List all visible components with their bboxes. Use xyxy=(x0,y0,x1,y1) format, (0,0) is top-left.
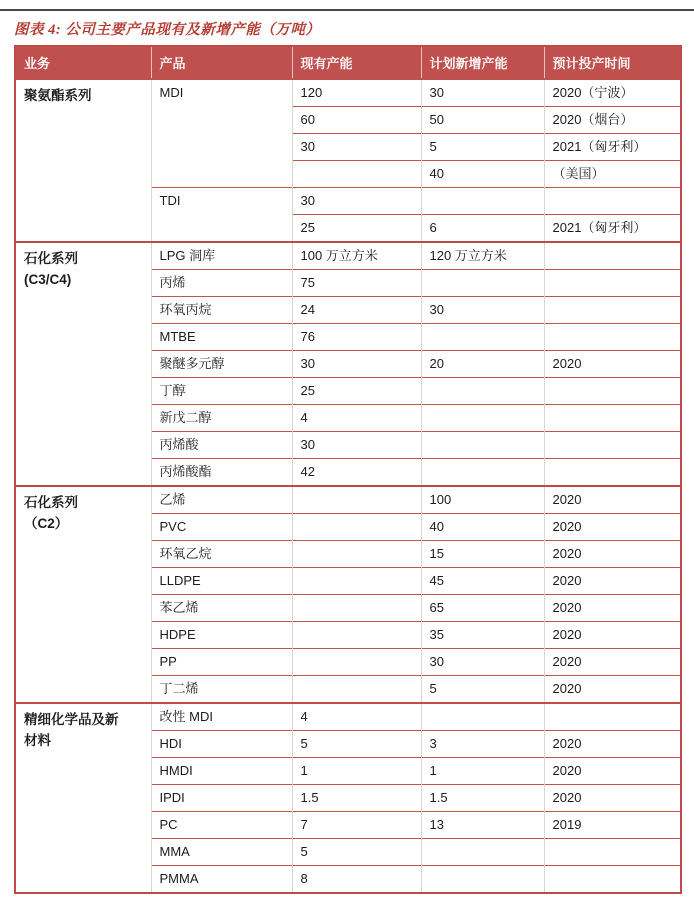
new-capacity-cell: 20 xyxy=(421,351,544,378)
product-cell: 环氧丙烷 xyxy=(151,297,292,324)
launch-time-cell xyxy=(544,703,681,731)
table-header xyxy=(15,46,681,79)
launch-time-cell: 2020 xyxy=(544,758,681,785)
existing-capacity-cell: 8 xyxy=(292,866,421,894)
product-cell: HDPE xyxy=(151,622,292,649)
product-cell: 丁二烯 xyxy=(151,676,292,704)
launch-time-cell: 2021（匈牙利） xyxy=(544,134,681,161)
product-cell: 聚醚多元醇 xyxy=(151,351,292,378)
existing-capacity-cell: 5 xyxy=(292,731,421,758)
new-capacity-cell xyxy=(421,459,544,487)
new-capacity-cell: 50 xyxy=(421,107,544,134)
product-cell: 新戊二醇 xyxy=(151,405,292,432)
table-row xyxy=(15,486,681,514)
product-cell: HMDI xyxy=(151,758,292,785)
existing-capacity-cell xyxy=(292,568,421,595)
new-capacity-cell: 40 xyxy=(421,514,544,541)
existing-capacity-cell: 30 xyxy=(292,351,421,378)
product-cell: PC xyxy=(151,812,292,839)
header-new-capacity: 计划新增产能 xyxy=(421,46,544,79)
business-line: （C2） xyxy=(24,516,69,531)
existing-capacity-cell xyxy=(292,649,421,676)
launch-time-cell: 2020（宁波） xyxy=(544,79,681,107)
table-row xyxy=(15,79,681,107)
existing-capacity-cell: 25 xyxy=(292,378,421,405)
new-capacity-cell xyxy=(421,270,544,297)
new-capacity-cell: 30 xyxy=(421,297,544,324)
launch-time-cell: 2020 xyxy=(544,595,681,622)
product-cell: 丙烯酸酯 xyxy=(151,459,292,487)
product-cell: 苯乙烯 xyxy=(151,595,292,622)
new-capacity-cell: 40 xyxy=(421,161,544,188)
new-capacity-cell: 120 万立方米 xyxy=(421,242,544,270)
table-row xyxy=(15,242,681,270)
capacity-table xyxy=(14,45,682,894)
new-capacity-cell xyxy=(421,703,544,731)
launch-time-cell xyxy=(544,188,681,215)
header-business: 业务 xyxy=(15,46,151,79)
launch-time-cell: 2020 xyxy=(544,731,681,758)
business-line: 精细化学品及新 xyxy=(24,712,119,727)
business-cell xyxy=(15,703,151,893)
new-capacity-cell xyxy=(421,378,544,405)
launch-time-cell xyxy=(544,866,681,894)
launch-time-cell xyxy=(544,432,681,459)
product-cell: HDI xyxy=(151,731,292,758)
new-capacity-cell: 30 xyxy=(421,649,544,676)
business-line: 石化系列 xyxy=(24,251,78,266)
new-capacity-cell: 15 xyxy=(421,541,544,568)
launch-time-cell xyxy=(544,459,681,487)
header-product: 产品 xyxy=(151,46,292,79)
business-cell xyxy=(15,79,151,242)
existing-capacity-cell: 30 xyxy=(292,432,421,459)
launch-time-cell xyxy=(544,378,681,405)
existing-capacity-cell xyxy=(292,622,421,649)
launch-time-cell: 2020（烟台） xyxy=(544,107,681,134)
existing-capacity-cell xyxy=(292,486,421,514)
launch-time-cell: （美国） xyxy=(544,161,681,188)
top-divider-rule xyxy=(0,9,694,11)
business-line: (C3/C4) xyxy=(24,272,72,287)
business-cell xyxy=(15,486,151,703)
new-capacity-cell: 45 xyxy=(421,568,544,595)
new-capacity-cell: 6 xyxy=(421,215,544,243)
new-capacity-cell: 13 xyxy=(421,812,544,839)
new-capacity-cell: 5 xyxy=(421,676,544,704)
launch-time-cell: 2020 xyxy=(544,676,681,704)
existing-capacity-cell: 25 xyxy=(292,215,421,243)
product-cell: MMA xyxy=(151,839,292,866)
product-cell: 改性 MDI xyxy=(151,703,292,731)
new-capacity-cell xyxy=(421,324,544,351)
existing-capacity-cell: 4 xyxy=(292,405,421,432)
new-capacity-cell xyxy=(421,839,544,866)
new-capacity-cell: 1 xyxy=(421,758,544,785)
business-line: 材料 xyxy=(24,733,51,748)
existing-capacity-cell: 7 xyxy=(292,812,421,839)
product-cell: 环氧乙烷 xyxy=(151,541,292,568)
product-cell: PP xyxy=(151,649,292,676)
product-cell: PMMA xyxy=(151,866,292,894)
launch-time-cell xyxy=(544,405,681,432)
launch-time-cell: 2020 xyxy=(544,568,681,595)
new-capacity-cell: 100 xyxy=(421,486,544,514)
product-cell: PVC xyxy=(151,514,292,541)
launch-time-cell: 2020 xyxy=(544,649,681,676)
header-launch-time: 预计投产时间 xyxy=(544,46,681,79)
launch-time-cell: 2020 xyxy=(544,486,681,514)
new-capacity-cell: 30 xyxy=(421,79,544,107)
existing-capacity-cell xyxy=(292,514,421,541)
product-cell: MDI xyxy=(151,79,292,188)
table-row xyxy=(15,703,681,731)
existing-capacity-cell: 100 万立方米 xyxy=(292,242,421,270)
new-capacity-cell xyxy=(421,405,544,432)
existing-capacity-cell: 24 xyxy=(292,297,421,324)
business-cell xyxy=(15,242,151,486)
existing-capacity-cell xyxy=(292,595,421,622)
launch-time-cell: 2019 xyxy=(544,812,681,839)
product-cell: IPDI xyxy=(151,785,292,812)
existing-capacity-cell: 1.5 xyxy=(292,785,421,812)
existing-capacity-cell: 60 xyxy=(292,107,421,134)
existing-capacity-cell: 1 xyxy=(292,758,421,785)
existing-capacity-cell xyxy=(292,541,421,568)
product-cell: 乙烯 xyxy=(151,486,292,514)
existing-capacity-cell: 120 xyxy=(292,79,421,107)
existing-capacity-cell: 30 xyxy=(292,188,421,215)
launch-time-cell: 2020 xyxy=(544,514,681,541)
product-cell: MTBE xyxy=(151,324,292,351)
launch-time-cell: 2020 xyxy=(544,351,681,378)
launch-time-cell xyxy=(544,297,681,324)
new-capacity-cell: 35 xyxy=(421,622,544,649)
existing-capacity-cell: 75 xyxy=(292,270,421,297)
business-line: 聚氨酯系列 xyxy=(24,88,92,103)
new-capacity-cell: 3 xyxy=(421,731,544,758)
launch-time-cell xyxy=(544,242,681,270)
header-row xyxy=(15,46,681,79)
launch-time-cell xyxy=(544,839,681,866)
existing-capacity-cell: 4 xyxy=(292,703,421,731)
product-cell: LPG 洞库 xyxy=(151,242,292,270)
new-capacity-cell xyxy=(421,432,544,459)
launch-time-cell: 2020 xyxy=(544,541,681,568)
product-cell: LLDPE xyxy=(151,568,292,595)
new-capacity-cell xyxy=(421,866,544,894)
product-cell: 丁醇 xyxy=(151,378,292,405)
existing-capacity-cell xyxy=(292,676,421,704)
product-cell: TDI xyxy=(151,188,292,243)
existing-capacity-cell: 5 xyxy=(292,839,421,866)
existing-capacity-cell: 30 xyxy=(292,134,421,161)
existing-capacity-cell: 42 xyxy=(292,459,421,487)
launch-time-cell xyxy=(544,270,681,297)
launch-time-cell: 2020 xyxy=(544,785,681,812)
new-capacity-cell: 1.5 xyxy=(421,785,544,812)
launch-time-cell: 2020 xyxy=(544,622,681,649)
figure-title: 图表 4: 公司主要产品现有及新增产能（万吨） xyxy=(14,22,321,38)
existing-capacity-cell: 76 xyxy=(292,324,421,351)
product-cell: 丙烯 xyxy=(151,270,292,297)
header-existing-capacity: 现有产能 xyxy=(292,46,421,79)
business-line: 石化系列 xyxy=(24,495,78,510)
table-body xyxy=(15,79,681,893)
new-capacity-cell: 65 xyxy=(421,595,544,622)
new-capacity-cell xyxy=(421,188,544,215)
launch-time-cell: 2021（匈牙利） xyxy=(544,215,681,243)
product-cell: 丙烯酸 xyxy=(151,432,292,459)
launch-time-cell xyxy=(544,324,681,351)
new-capacity-cell: 5 xyxy=(421,134,544,161)
existing-capacity-cell xyxy=(292,161,421,188)
